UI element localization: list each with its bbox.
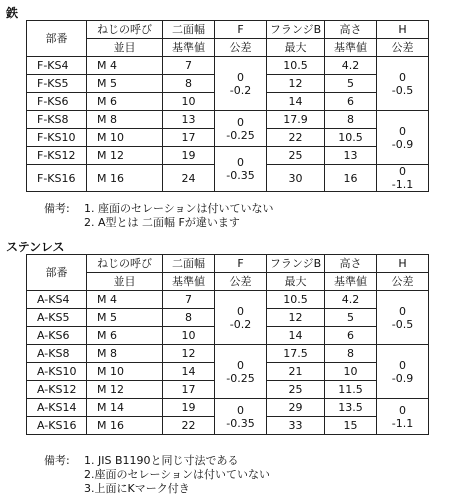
notes-label: 備考:: [44, 202, 70, 215]
part-number: A-KS6: [27, 327, 87, 345]
table-row: [27, 345, 429, 363]
across-flats-value: 17: [163, 381, 215, 399]
flange-max-value: 14: [267, 327, 325, 345]
flange-max-value: 17.5: [267, 345, 325, 363]
tolerance-lower: -0.5: [391, 83, 414, 97]
part-number: A-KS4: [27, 291, 87, 309]
thread-size: M 8: [87, 345, 163, 363]
f-tolerance: [215, 57, 267, 111]
stainless-section-title: ステンレス: [6, 240, 65, 254]
note-item: 2. A型とは 二面幅 Fが違います: [84, 216, 240, 229]
header-thread: ねじの呼び: [87, 255, 163, 273]
thread-size: M 16: [87, 165, 163, 192]
across-flats-value: 19: [163, 147, 215, 165]
part-number: F-KS6: [27, 93, 87, 111]
across-flats-value: 7: [163, 57, 215, 75]
thread-size: M 12: [87, 381, 163, 399]
h-tolerance: [377, 57, 429, 111]
tolerance-upper: 0: [399, 403, 406, 417]
across-flats-value: 8: [163, 309, 215, 327]
part-number: F-KS16: [27, 165, 87, 192]
f-tolerance: [215, 345, 267, 399]
tolerance-lower: -1.1: [391, 416, 414, 430]
across-flats-value: 19: [163, 399, 215, 417]
header-F: F: [215, 21, 267, 39]
flange-max-value: 21: [267, 363, 325, 381]
flange-max-value: 12: [267, 309, 325, 327]
f-tolerance: [215, 111, 267, 147]
height-value: 16: [325, 165, 377, 192]
height-value: 11.5: [325, 381, 377, 399]
height-value: 8: [325, 111, 377, 129]
tolerance-lower: -0.5: [391, 317, 414, 331]
flange-max-value: 12: [267, 75, 325, 93]
flange-max-value: 22: [267, 129, 325, 147]
flange-max-value: 25: [267, 381, 325, 399]
part-number: A-KS16: [27, 417, 87, 435]
note-item: 3.上面にKマーク付き: [84, 482, 190, 495]
height-value: 6: [325, 93, 377, 111]
part-number: F-KS8: [27, 111, 87, 129]
tolerance-lower: -0.9: [391, 371, 414, 385]
f-tolerance: [215, 291, 267, 345]
tolerance-lower: -0.35: [226, 416, 255, 430]
tolerance-upper: 0: [237, 304, 244, 318]
subheader-coarse: 並目: [87, 273, 163, 291]
part-number: F-KS10: [27, 129, 87, 147]
height-value: 4.2: [325, 291, 377, 309]
table-row: [27, 57, 429, 75]
iron-section-title: 鉄: [6, 6, 19, 20]
height-value: 6: [325, 327, 377, 345]
across-flats-value: 14: [163, 363, 215, 381]
thread-size: M 6: [87, 93, 163, 111]
flange-max-value: 17.9: [267, 111, 325, 129]
header-height: 高さ: [325, 255, 377, 273]
table-row: [27, 399, 429, 417]
subheader-nominal: 基準値: [163, 39, 215, 57]
part-number: F-KS5: [27, 75, 87, 93]
subheader-tolerance: 公差: [377, 39, 429, 57]
height-value: 8: [325, 345, 377, 363]
thread-size: M 16: [87, 417, 163, 435]
height-value: 13: [325, 147, 377, 165]
tolerance-upper: 0: [399, 124, 406, 138]
iron-spec-table: [26, 20, 429, 192]
h-tolerance: [377, 291, 429, 345]
table-row: [27, 111, 429, 129]
subheader-nominal: 基準値: [163, 273, 215, 291]
part-number: A-KS10: [27, 363, 87, 381]
tolerance-lower: -0.2: [229, 83, 252, 97]
header-part-number: 部番: [27, 21, 87, 57]
thread-size: M 12: [87, 147, 163, 165]
across-flats-value: 10: [163, 93, 215, 111]
part-number: A-KS5: [27, 309, 87, 327]
height-value: 5: [325, 75, 377, 93]
tolerance-lower: -0.35: [226, 169, 255, 182]
height-value: 10.5: [325, 129, 377, 147]
f-tolerance: [215, 399, 267, 435]
header-F: F: [215, 255, 267, 273]
flange-max-value: 30: [267, 165, 325, 192]
thread-size: M 4: [87, 57, 163, 75]
tolerance-upper: 0: [237, 70, 244, 84]
tolerance-upper: 0: [237, 358, 244, 372]
f-tolerance: [215, 147, 267, 192]
thread-size: M 4: [87, 291, 163, 309]
note-item: 1. JIS B1190と同じ寸法である: [84, 454, 239, 467]
iron-notes: [44, 202, 274, 230]
stainless-notes: [44, 454, 270, 496]
part-number: A-KS8: [27, 345, 87, 363]
header-flange: フランジB: [267, 21, 325, 39]
header-across-flats: 二面幅: [163, 255, 215, 273]
across-flats-value: 8: [163, 75, 215, 93]
across-flats-value: 24: [163, 165, 215, 192]
height-value: 4.2: [325, 57, 377, 75]
stainless-spec-table: [26, 254, 429, 435]
header-H: H: [377, 255, 429, 273]
header-H: H: [377, 21, 429, 39]
notes-label: 備考:: [44, 454, 70, 467]
subheader-max: 最大: [267, 273, 325, 291]
h-tolerance: [377, 345, 429, 399]
flange-max-value: 10.5: [267, 57, 325, 75]
height-value: 13.5: [325, 399, 377, 417]
thread-size: M 6: [87, 327, 163, 345]
header-height: 高さ: [325, 21, 377, 39]
height-value: 10: [325, 363, 377, 381]
tolerance-lower: -1.1: [391, 178, 414, 191]
across-flats-value: 22: [163, 417, 215, 435]
h-tolerance: [377, 111, 429, 165]
subheader-tolerance: 公差: [215, 39, 267, 57]
thread-size: M 5: [87, 309, 163, 327]
across-flats-value: 7: [163, 291, 215, 309]
flange-max-value: 33: [267, 417, 325, 435]
note-item: 2.座面のセレーションは付いていない: [84, 468, 271, 481]
across-flats-value: 13: [163, 111, 215, 129]
thread-size: M 10: [87, 129, 163, 147]
tolerance-lower: -0.9: [391, 137, 414, 151]
h-tolerance: [377, 399, 429, 435]
part-number: F-KS12: [27, 147, 87, 165]
tolerance-upper: 0: [237, 156, 244, 169]
subheader-tolerance: 公差: [215, 273, 267, 291]
table-row: [27, 291, 429, 309]
across-flats-value: 10: [163, 327, 215, 345]
part-number: A-KS14: [27, 399, 87, 417]
tolerance-upper: 0: [399, 165, 406, 178]
flange-max-value: 14: [267, 93, 325, 111]
tolerance-upper: 0: [237, 403, 244, 417]
header-across-flats: 二面幅: [163, 21, 215, 39]
thread-size: M 5: [87, 75, 163, 93]
tolerance-lower: -0.25: [226, 371, 255, 385]
subheader-max: 最大: [267, 39, 325, 57]
table-row: [27, 147, 429, 165]
subheader-nominal: 基準値: [325, 39, 377, 57]
note-item: 1. 座面のセレーションは付いていない: [84, 202, 274, 215]
height-value: 15: [325, 417, 377, 435]
tolerance-upper: 0: [237, 115, 244, 129]
subheader-nominal: 基準値: [325, 273, 377, 291]
tolerance-lower: -0.2: [229, 317, 252, 331]
header-part-number: 部番: [27, 255, 87, 291]
tolerance-upper: 0: [399, 304, 406, 318]
tolerance-upper: 0: [399, 70, 406, 84]
header-thread: ねじの呼び: [87, 21, 163, 39]
subheader-coarse: 並目: [87, 39, 163, 57]
flange-max-value: 29: [267, 399, 325, 417]
flange-max-value: 10.5: [267, 291, 325, 309]
across-flats-value: 12: [163, 345, 215, 363]
flange-max-value: 25: [267, 147, 325, 165]
height-value: 5: [325, 309, 377, 327]
h-tolerance: [377, 165, 429, 192]
thread-size: M 14: [87, 399, 163, 417]
thread-size: M 8: [87, 111, 163, 129]
part-number: F-KS4: [27, 57, 87, 75]
across-flats-value: 17: [163, 129, 215, 147]
tolerance-lower: -0.25: [226, 128, 255, 142]
part-number: A-KS12: [27, 381, 87, 399]
subheader-tolerance: 公差: [377, 273, 429, 291]
header-flange: フランジB: [267, 255, 325, 273]
thread-size: M 10: [87, 363, 163, 381]
tolerance-upper: 0: [399, 358, 406, 372]
